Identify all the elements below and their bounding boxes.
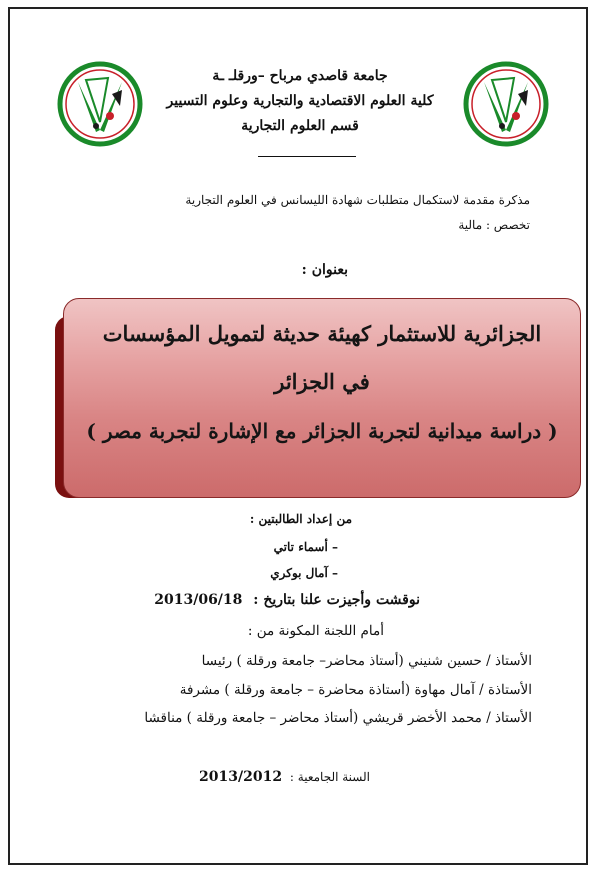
faculty-name: كلية العلوم الاقتصادية والتجارية وعلوم التسيير <box>166 93 434 109</box>
committee-member: الأستاذ / حسين شنيني (أستاذ محاضر– جامعة ورقلة ) رئيسا <box>201 653 532 669</box>
defense-label: نوقشت وأجيزت علنا بتاريخ : <box>253 592 420 608</box>
university-name: جامعة قاصدي مرباح –ورقلـ ـة <box>212 68 388 84</box>
academic-year-value: 2013/2012 <box>199 769 283 785</box>
student-name: – آمال بوكري <box>270 566 338 580</box>
institution-header <box>140 64 460 139</box>
memo-purpose: مذكرة مقدمة لاستكمال متطلبات شهادة الليسانس في العلوم التجارية <box>185 193 530 207</box>
committee-label: أمام اللجنة المكونة من : <box>247 623 384 639</box>
department-name: قسم العلوم التجارية <box>241 118 359 134</box>
students-label: من إعداد الطالبتين : <box>249 512 352 526</box>
defense-date: 2013/06/18 <box>154 592 243 608</box>
committee-member: الأستاذ / محمد الأخضر قريشي (أستاذ محاضر – جامعة ورقلة ) مناقشا <box>144 710 532 726</box>
university-logo-icon <box>462 60 550 148</box>
title-panel <box>55 298 581 498</box>
title-line-1: الجزائرية للاستثمار كهيئة حديثة لتمويل المؤسسات <box>102 321 542 346</box>
university-logo-icon <box>56 60 144 148</box>
academic-year <box>199 769 370 785</box>
title-line-3: ( دراسة ميدانية لتجربة الجزائر مع الإشارة لتجربة مصر ) <box>86 419 558 443</box>
title-label: بعنوان : <box>301 262 348 278</box>
title-box <box>63 298 581 498</box>
specialty-line: تخصص : مالية <box>458 218 530 232</box>
student-name: – أسماء تاتي <box>273 540 338 554</box>
committee-member: الأستاذة / آمال مهاوة (أستاذة محاضرة – جامعة ورقلة ) مشرفة <box>179 682 532 698</box>
academic-year-label: السنة الجامعية : <box>289 770 370 784</box>
header-divider <box>258 156 356 157</box>
title-line-2: في الجزائر <box>274 369 370 394</box>
defense-line <box>154 592 420 608</box>
